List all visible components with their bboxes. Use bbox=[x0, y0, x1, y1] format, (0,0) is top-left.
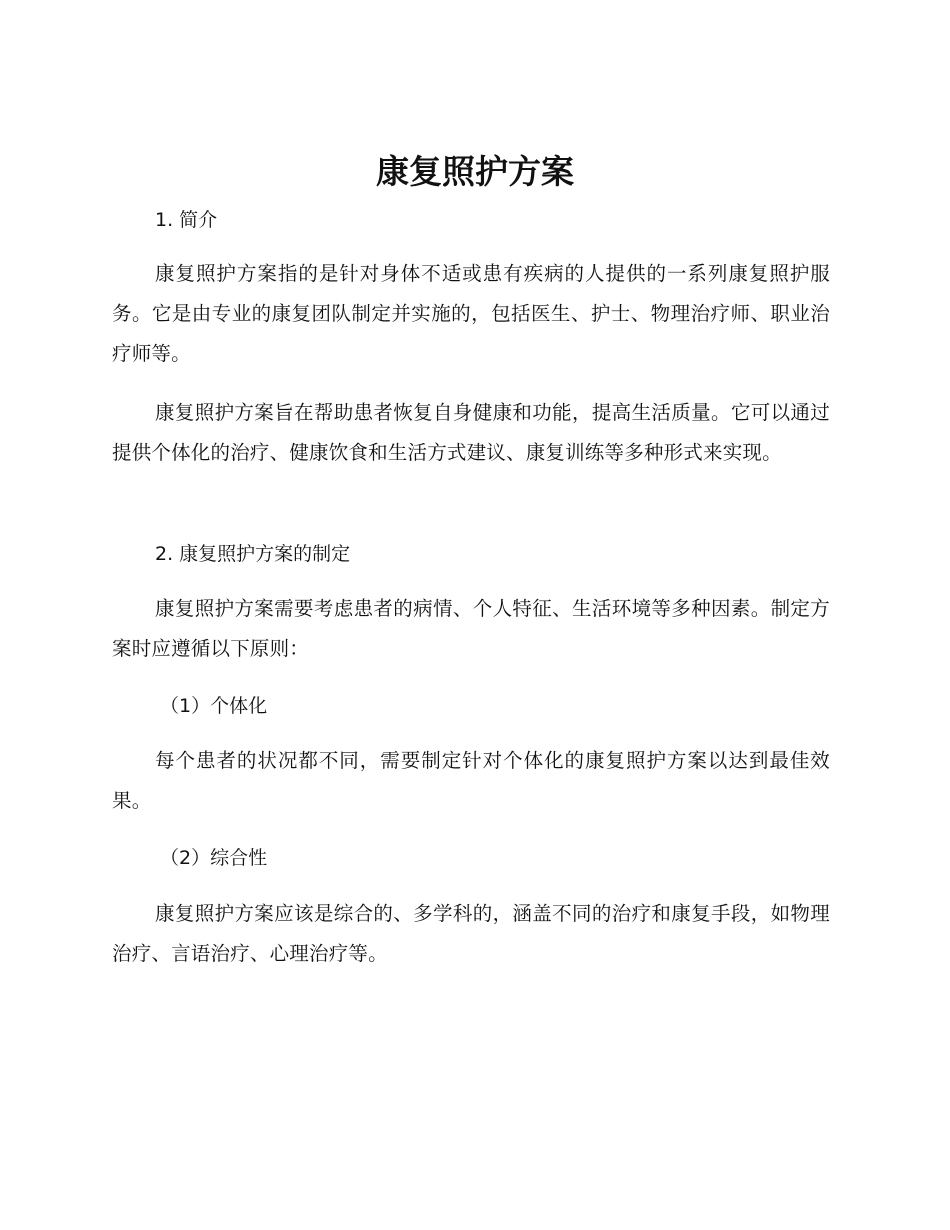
comprehensive-paragraph: 康复照护方案应该是综合的、多学科的，涵盖不同的治疗和康复手段，如物理治疗、言语治疗、心理治疗等。 bbox=[112, 902, 830, 965]
subsection-heading-comprehensive: （2）综合性 bbox=[160, 847, 268, 869]
section-heading-intro: 1. 简介 bbox=[155, 209, 218, 231]
document-title: 康复照护方案 bbox=[376, 152, 574, 191]
intro-paragraph-2: 康复照护方案旨在帮助患者恢复自身健康和功能，提高生活质量。它可以通过提供个体化的治疗、健康饮食和生活方式建议、康复训练等多种形式来实现。 bbox=[112, 401, 830, 464]
formulation-paragraph: 康复照护方案需要考虑患者的病情、个人特征、生活环境等多种因素。制定方案时应遵循以下原则： bbox=[112, 597, 830, 660]
section-heading-formulation: 2. 康复照护方案的制定 bbox=[155, 543, 351, 565]
intro-paragraph-1: 康复照护方案指的是针对身体不适或患有疾病的人提供的一系列康复照护服务。它是由专业的康复团队制定并实施的，包括医生、护士、物理治疗师、职业治疗师等。 bbox=[112, 262, 830, 365]
individualized-paragraph: 每个患者的状况都不同，需要制定针对个体化的康复照护方案以达到最佳效果。 bbox=[112, 749, 830, 812]
subsection-heading-individualized: （1）个体化 bbox=[160, 695, 268, 717]
